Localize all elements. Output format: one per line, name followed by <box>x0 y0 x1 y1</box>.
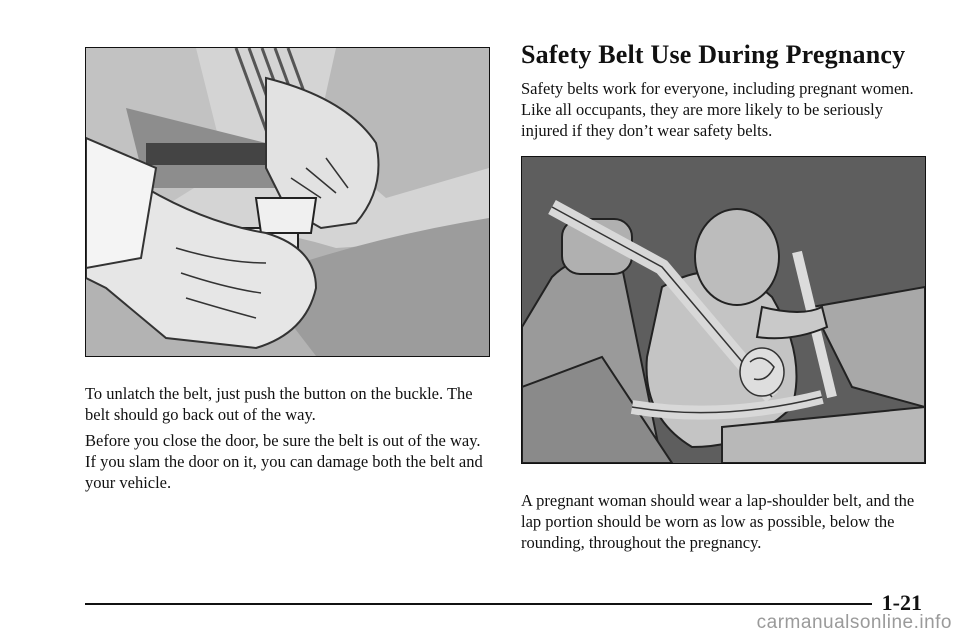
buckle-release-illustration <box>85 47 490 357</box>
pregnancy-belt-illustration <box>521 156 926 464</box>
buckle-release-drawing <box>86 48 489 356</box>
door-warning-paragraph: Before you close the door, be sure the belt is out of the way. If you slam the door on it, you can damage both the belt and your vehicle. <box>85 431 483 492</box>
unlatch-instructions-paragraph: To unlatch the belt, just push the button on the buckle. The belt should go back out of the way. <box>85 384 473 424</box>
pregnancy-belt-drawing <box>522 157 925 463</box>
pregnancy-intro-paragraph: Safety belts work for everyone, including pregnant women. Like all occupants, they are more likely to be seriously injured if they don’t wear safety belts. <box>521 79 914 140</box>
footer-rule <box>85 603 872 605</box>
page-number: 1-21 <box>881 590 922 615</box>
site-watermark: carmanualsonline.info <box>756 612 952 633</box>
lap-shoulder-belt-paragraph: A pregnant woman should wear a lap-shoulder belt, and the lap portion should be worn as low as possible, below the rounding, throughout the pregnancy. <box>521 491 915 552</box>
section-heading: Safety Belt Use During Pregnancy <box>521 40 906 69</box>
